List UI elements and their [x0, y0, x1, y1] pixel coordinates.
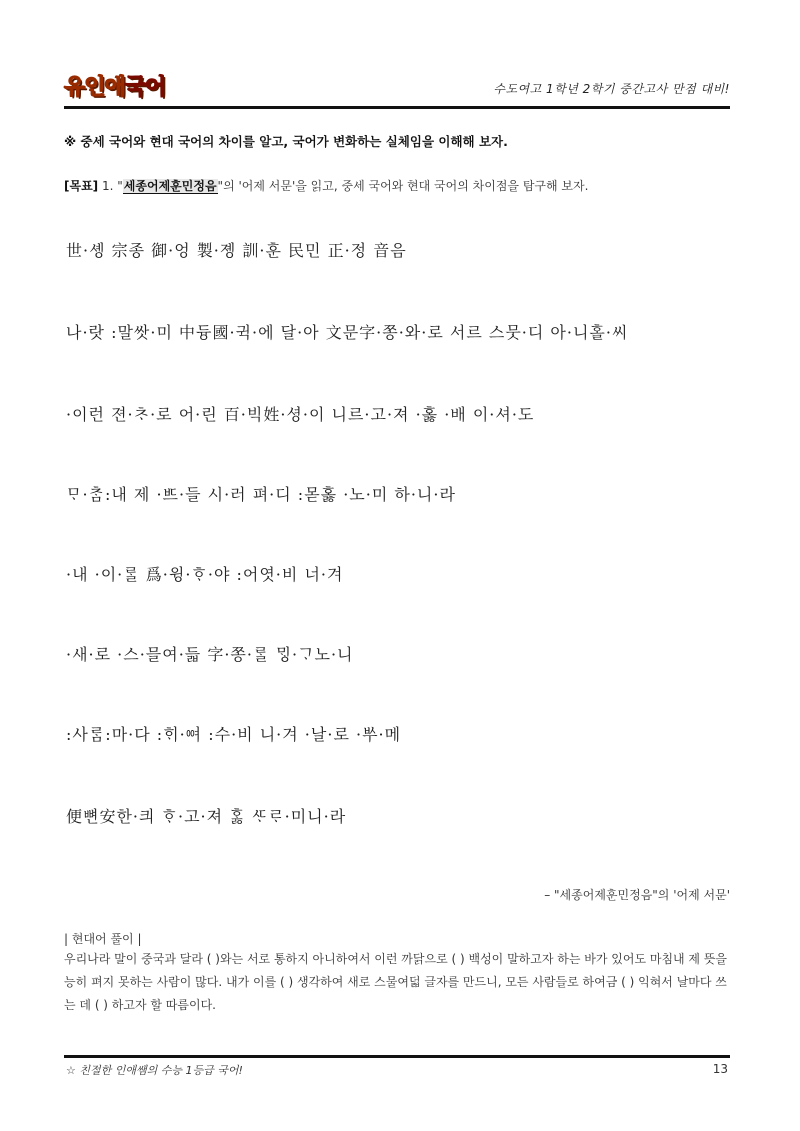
goal-line: [64, 177, 588, 194]
logo-accent-text: 국어: [124, 75, 166, 100]
brand-logo: [64, 76, 165, 100]
verse-line: ·내 ·이·ᄅᆞᆯ 爲·윙·ᄒᆞ·야 :어엿·비 너·겨: [66, 565, 344, 584]
goal-tag: [목표]: [64, 179, 99, 193]
translation-body: 우리나라 말이 중국과 달라 ( )와는 서로 통하지 아니하여서 이런 까닭으로 ( ) 백성이 말하고자 하는 바가 있어도 마침내 제 뜻을 능히 펴지 못하는 사람이 많다. 내가 이를 ( ) 생각하여 새로 스물여덟 글자를 만드니, 모든 사람들로 하여금 ( ) 익혀서 날마다 쓰는 데 ( ) 하고자 할 따름이다.: [64, 952, 728, 1012]
highlighted-title: 세종어제훈민정음: [123, 179, 217, 193]
verse-line: ᄆᆞ·ᄎᆞᆷ:내 제 ·ᄠᅳ·들 시·러 펴·디 :몯홇 ·노·미 하·니·라: [66, 485, 456, 504]
header-title: 수도여고 1학년 2학기 중간고사 만점 대비!: [493, 82, 730, 96]
goal-number: 1.: [101, 179, 114, 193]
translation-heading: | 현대어 풀이 |: [64, 932, 142, 946]
verse-line: 나·랏 :말쌋·미 中듕國·귁·에 달·아 文문字·쫑·와·로 서르 스뭇·디 아·니홀·씨: [66, 323, 629, 342]
verse-line: 便뼌安한·킈 ᄒᆞ·고·져 ᄒᆞᇙ ᄯᆞᄅᆞ·미니·라: [66, 807, 347, 826]
verse-line: ·이런 젼·ᄎᆞ·로 어·린 百·빅姓·셩·이 니르·고·져 ·홇 ·배 이·셔·도: [66, 405, 535, 424]
goal-quote-open: ": [117, 179, 123, 193]
source-citation: – "세종어제훈민정음"의 '어제 서문': [544, 888, 730, 902]
goal-description: "의 '어제 서문'을 읽고, 중세 국어와 현대 국어의 차이점을 탐구해 보자.: [217, 179, 589, 193]
verse-line: :사ᄅᆞᆷ:마·다 :ᄒᆡ·ᅇᅧ :수·비 니·겨 ·날·로 ·ᄡᅮ·메: [66, 725, 402, 744]
logo-main-text: 유인애: [64, 75, 125, 100]
verse-line: ·새·로 ·스·믈여·듧 字·쫑·ᄅᆞᆯ ᄆᆡᇰ·ᄀᆞ노·니: [66, 645, 354, 664]
page-number: 13: [712, 1062, 728, 1076]
header-divider: [64, 106, 730, 109]
learning-objective: ※ 중세 국어와 현대 국어의 차이를 알고, 국어가 변화하는 실체임을 이해해 보자.: [64, 134, 508, 149]
verse-line: 世·솅 宗종 御·엉 製·졩 訓·훈 民민 正·정 音음: [66, 241, 407, 260]
footer-tagline: ☆ 친절한 인애쌤의 수능 1등급 국어!: [66, 1064, 243, 1077]
footer-divider: [64, 1055, 730, 1058]
